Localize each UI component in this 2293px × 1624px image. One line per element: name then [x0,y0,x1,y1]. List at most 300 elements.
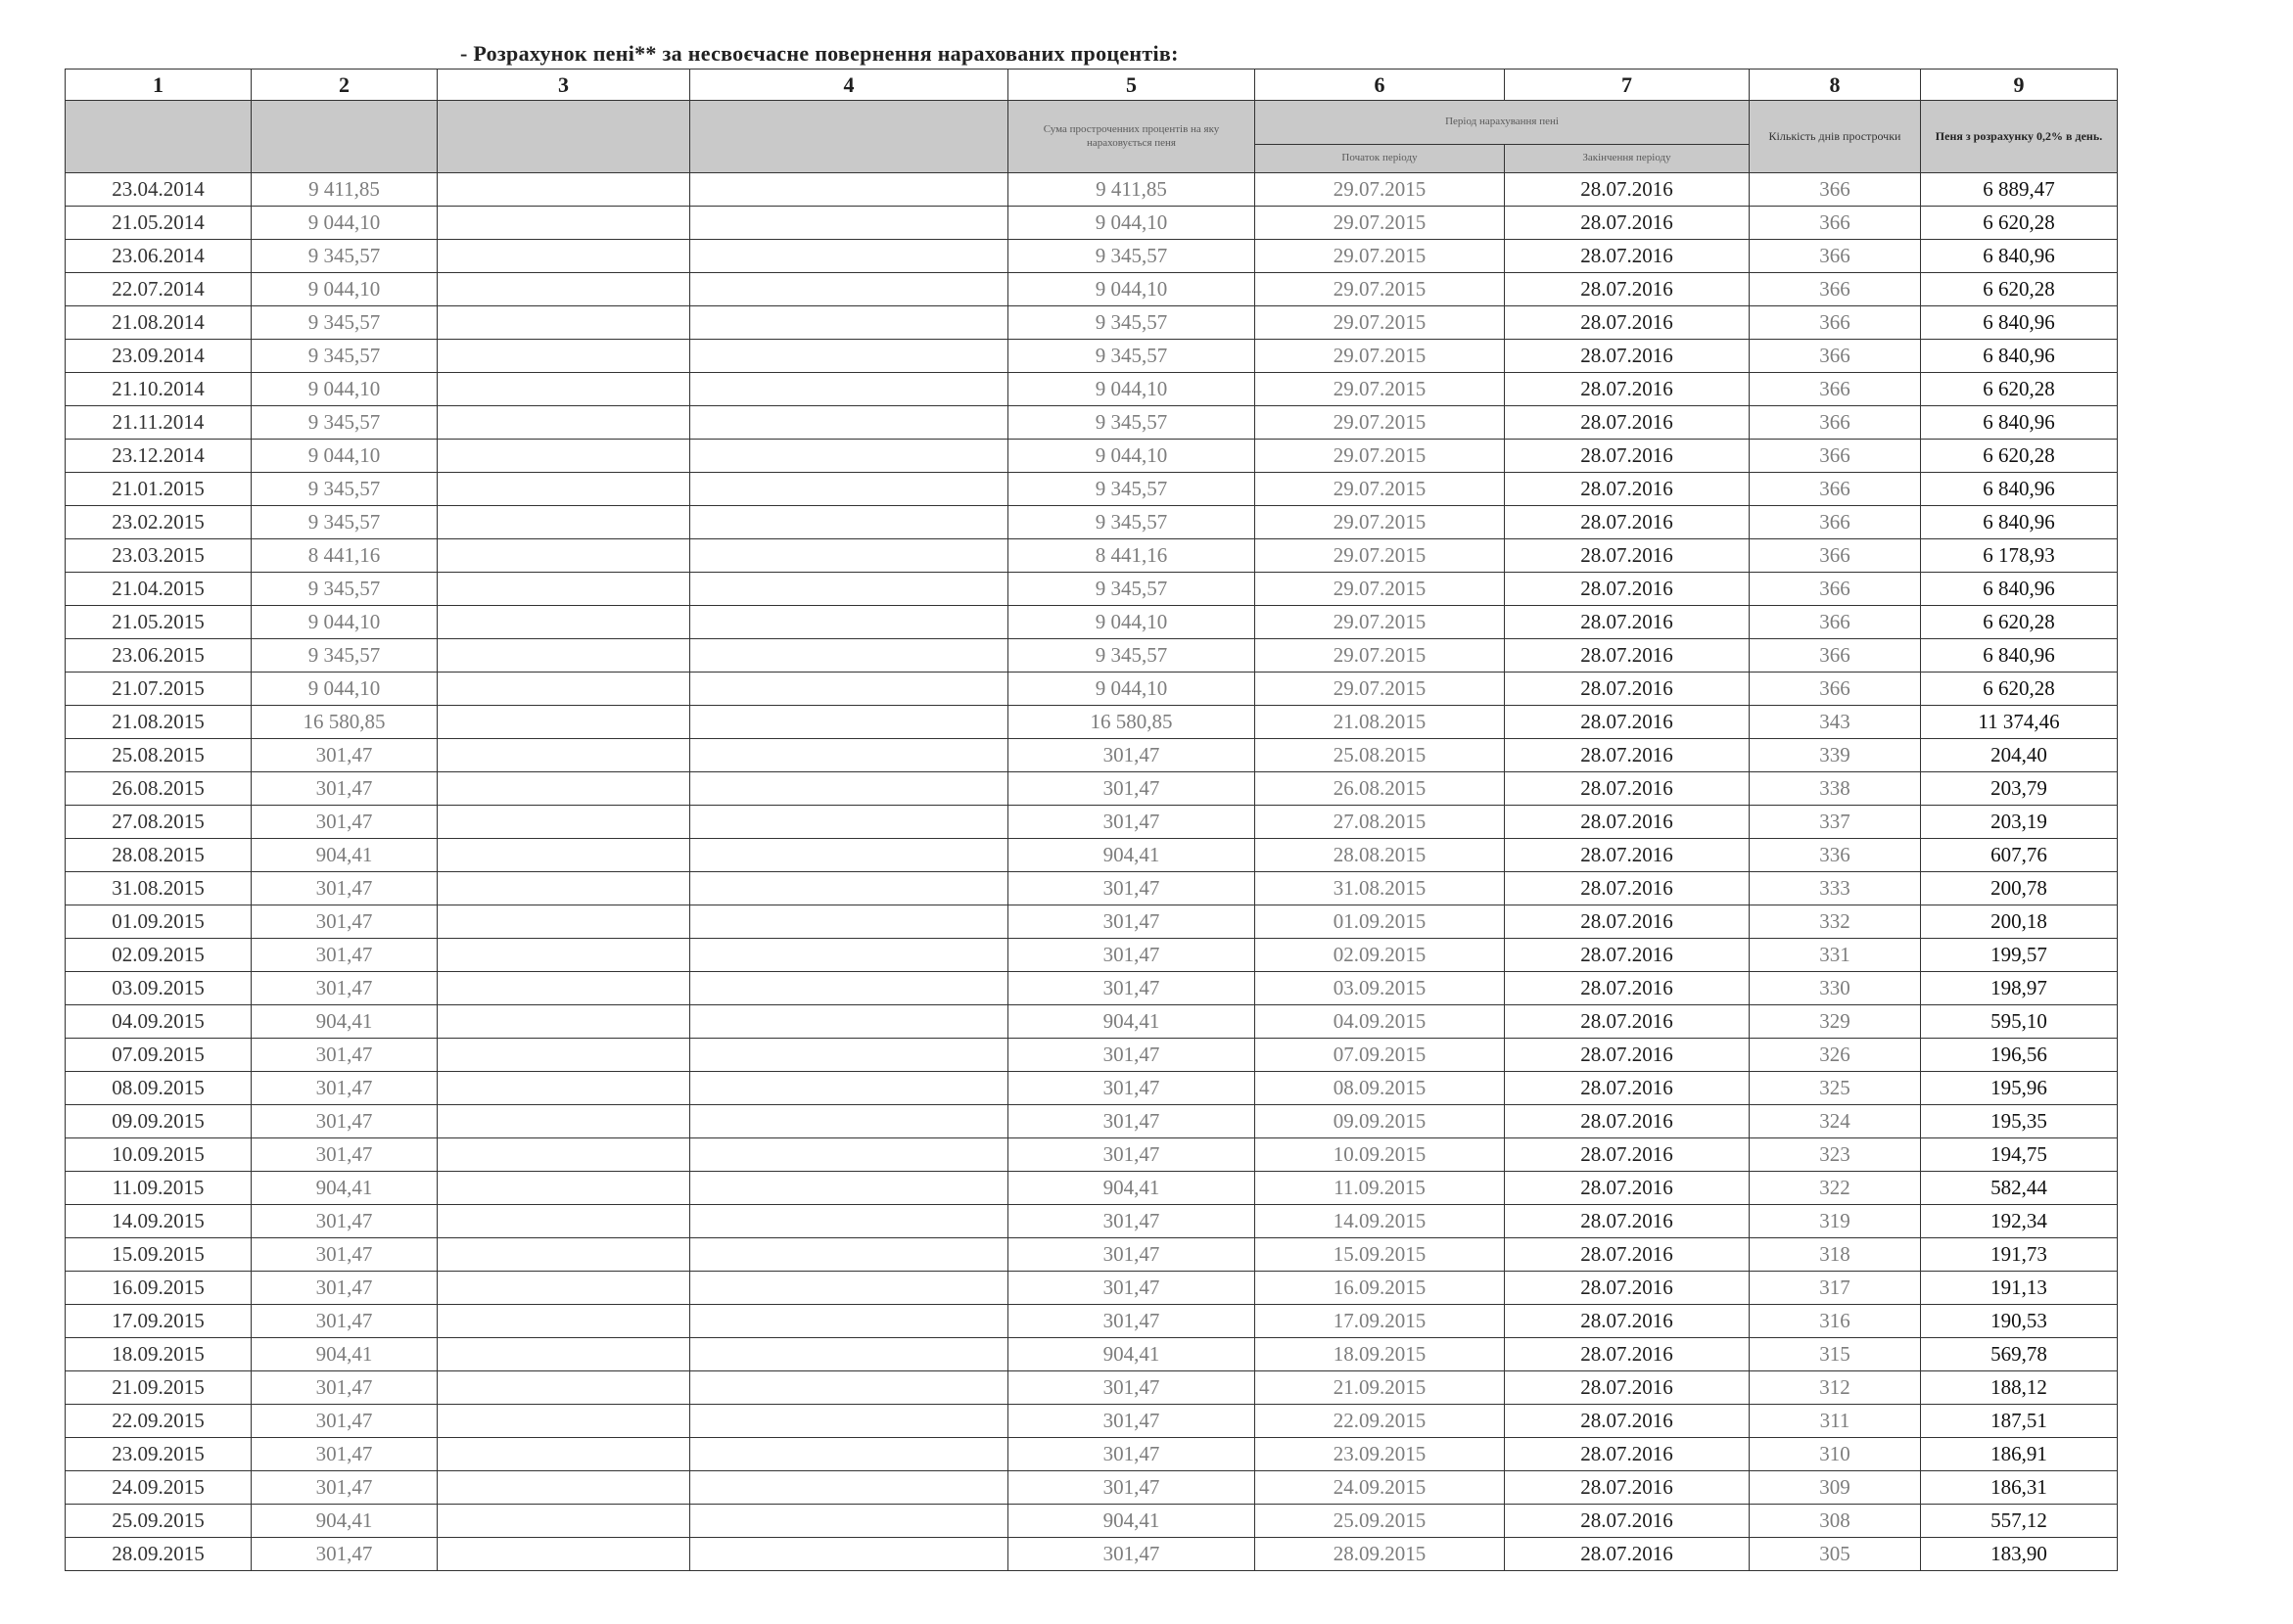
empty-cell [690,1305,1008,1338]
period-end-cell: 28.07.2016 [1505,1039,1750,1072]
penalty-cell: 582,44 [1921,1172,2118,1205]
table-row [66,1438,2118,1471]
empty-cell [690,1371,1008,1405]
empty-cell [438,506,690,539]
period-end-cell: 28.07.2016 [1505,939,1750,972]
amount-cell: 904,41 [252,1172,438,1205]
date-cell: 17.09.2015 [66,1305,252,1338]
date-cell: 03.09.2015 [66,972,252,1005]
penalty-cell: 191,73 [1921,1238,2118,1272]
period-start-label: Початок періоду [1341,152,1418,164]
table-row [66,273,2118,306]
empty-cell [438,739,690,772]
date-cell: 16.09.2015 [66,1272,252,1305]
penalty-cell: 188,12 [1921,1371,2118,1405]
period-start-cell: 04.09.2015 [1255,1005,1505,1039]
penalty-cell: 569,78 [1921,1338,2118,1371]
period-start-cell: 29.07.2015 [1255,373,1505,406]
overdue-days-cell: 325 [1750,1072,1921,1105]
overdue-amount-cell: 301,47 [1008,872,1255,905]
period-end-cell: 28.07.2016 [1505,1005,1750,1039]
penalty-cell: 199,57 [1921,939,2118,972]
empty-cell [438,1005,690,1039]
empty-cell [690,1072,1008,1105]
amount-cell: 301,47 [252,872,438,905]
period-end-cell: 28.07.2016 [1505,639,1750,673]
penalty-cell: 186,91 [1921,1438,2118,1471]
penalty-cell: 195,96 [1921,1072,2118,1105]
empty-cell [690,1105,1008,1138]
period-end-cell: 28.07.2016 [1505,1272,1750,1305]
period-start-cell: 29.07.2015 [1255,340,1505,373]
empty-cell [438,1405,690,1438]
period-end-cell: 28.07.2016 [1505,1138,1750,1172]
period-header [1255,101,1750,145]
amount-cell: 904,41 [252,839,438,872]
overdue-amount-cell: 9 345,57 [1008,406,1255,440]
empty-cell [690,739,1008,772]
amount-cell: 301,47 [252,1205,438,1238]
overdue-days-cell: 336 [1750,839,1921,872]
empty-cell [438,706,690,739]
empty-cell [438,1305,690,1338]
overdue-days-cell: 366 [1750,306,1921,340]
date-cell: 21.09.2015 [66,1371,252,1405]
overdue-amount-cell: 9 345,57 [1008,340,1255,373]
date-cell: 23.04.2014 [66,173,252,207]
empty-cell [438,606,690,639]
empty-cell [690,1005,1008,1039]
table-row [66,639,2118,673]
table-row [66,905,2118,939]
empty-cell [690,373,1008,406]
amount-cell: 301,47 [252,739,438,772]
period-end-cell: 28.07.2016 [1505,506,1750,539]
penalty-cell: 595,10 [1921,1005,2118,1039]
amount-cell: 9 044,10 [252,273,438,306]
overdue-days-cell: 366 [1750,240,1921,273]
amount-cell: 301,47 [252,1039,438,1072]
date-cell: 08.09.2015 [66,1072,252,1105]
overdue-amount-cell: 301,47 [1008,1538,1255,1571]
penalty-table [65,69,2118,1571]
empty-cell [438,207,690,240]
amount-cell: 16 580,85 [252,706,438,739]
overdue-amount-cell: 301,47 [1008,972,1255,1005]
table-row [66,1505,2118,1538]
penalty-cell: 203,79 [1921,772,2118,806]
penalty-cell: 203,19 [1921,806,2118,839]
table-row [66,1405,2118,1438]
period-end-cell: 28.07.2016 [1505,606,1750,639]
period-end-cell: 28.07.2016 [1505,1238,1750,1272]
column-number: 8 [1750,70,1921,101]
period-start-cell: 29.07.2015 [1255,440,1505,473]
overdue-amount-header: Сума простроченних процентів на яку нараховується пеня [1043,122,1220,149]
amount-cell: 904,41 [252,1005,438,1039]
period-end-cell: 28.07.2016 [1505,1371,1750,1405]
date-cell: 21.05.2014 [66,207,252,240]
period-start-cell: 15.09.2015 [1255,1238,1505,1272]
period-start-cell: 29.07.2015 [1255,606,1505,639]
empty-cell [690,1238,1008,1272]
date-cell: 04.09.2015 [66,1005,252,1039]
overdue-amount-cell: 9 345,57 [1008,506,1255,539]
period-end-cell: 28.07.2016 [1505,905,1750,939]
date-cell: 23.12.2014 [66,440,252,473]
overdue-days-cell: 309 [1750,1471,1921,1505]
penalty-cell: 6 840,96 [1921,340,2118,373]
date-cell: 31.08.2015 [66,872,252,905]
period-header-label: Період нарахування пені [1445,116,1559,128]
overdue-amount-cell: 9 044,10 [1008,207,1255,240]
overdue-amount-cell: 301,47 [1008,1438,1255,1471]
amount-cell: 301,47 [252,939,438,972]
period-start-cell: 29.07.2015 [1255,573,1505,606]
date-cell: 28.09.2015 [66,1538,252,1571]
empty-cell [690,872,1008,905]
period-end-cell: 28.07.2016 [1505,240,1750,273]
overdue-amount-cell: 301,47 [1008,1238,1255,1272]
penalty-cell: 6 620,28 [1921,606,2118,639]
empty-cell [690,1538,1008,1571]
empty-cell [690,207,1008,240]
period-end-cell: 28.07.2016 [1505,373,1750,406]
empty-cell [690,573,1008,606]
period-start-cell: 24.09.2015 [1255,1471,1505,1505]
penalty-cell: 6 840,96 [1921,473,2118,506]
amount-cell: 301,47 [252,972,438,1005]
table-row [66,1105,2118,1138]
overdue-days-cell: 366 [1750,673,1921,706]
empty-cell [690,706,1008,739]
column-header-9 [1921,101,2118,173]
empty-cell [438,373,690,406]
period-end-cell: 28.07.2016 [1505,1205,1750,1238]
period-start-cell: 21.08.2015 [1255,706,1505,739]
date-cell: 14.09.2015 [66,1205,252,1238]
penalty-cell: 607,76 [1921,839,2118,872]
period-start-cell: 29.07.2015 [1255,406,1505,440]
table-row [66,306,2118,340]
date-cell: 23.09.2015 [66,1438,252,1471]
overdue-days-cell: 311 [1750,1405,1921,1438]
period-end-cell: 28.07.2016 [1505,839,1750,872]
empty-cell [438,639,690,673]
amount-cell: 301,47 [252,1438,438,1471]
penalty-cell: 194,75 [1921,1138,2118,1172]
empty-cell [438,1338,690,1371]
period-start-header [1255,145,1505,173]
table-row [66,473,2118,506]
date-cell: 18.09.2015 [66,1338,252,1371]
overdue-amount-cell: 301,47 [1008,1405,1255,1438]
penalty-cell: 200,18 [1921,905,2118,939]
period-start-cell: 16.09.2015 [1255,1272,1505,1305]
period-end-cell: 28.07.2016 [1505,872,1750,905]
empty-cell [438,573,690,606]
period-end-cell: 28.07.2016 [1505,1305,1750,1338]
amount-cell: 301,47 [252,905,438,939]
empty-cell [438,1538,690,1571]
empty-cell [438,972,690,1005]
amount-cell: 301,47 [252,1405,438,1438]
table-row [66,539,2118,573]
amount-cell: 9 345,57 [252,639,438,673]
overdue-amount-cell: 301,47 [1008,806,1255,839]
period-end-cell: 28.07.2016 [1505,1538,1750,1571]
table-row [66,673,2118,706]
overdue-amount-cell: 904,41 [1008,1172,1255,1205]
amount-cell: 9 345,57 [252,506,438,539]
table-row [66,573,2118,606]
empty-cell [438,1172,690,1205]
overdue-days-cell: 310 [1750,1438,1921,1471]
table-row [66,806,2118,839]
overdue-amount-cell: 301,47 [1008,1072,1255,1105]
table-row [66,1138,2118,1172]
date-cell: 22.07.2014 [66,273,252,306]
table-row [66,240,2118,273]
period-start-cell: 29.07.2015 [1255,473,1505,506]
table-row [66,1005,2118,1039]
column-number: 9 [1921,70,2118,101]
period-end-cell: 28.07.2016 [1505,1505,1750,1538]
date-cell: 21.04.2015 [66,573,252,606]
date-cell: 24.09.2015 [66,1471,252,1505]
amount-cell: 301,47 [252,1305,438,1338]
overdue-days-cell: 331 [1750,939,1921,972]
overdue-amount-cell: 16 580,85 [1008,706,1255,739]
table-row [66,1305,2118,1338]
empty-cell [690,406,1008,440]
empty-cell [690,539,1008,573]
amount-cell: 9 345,57 [252,306,438,340]
penalty-cell: 183,90 [1921,1538,2118,1571]
column-header-5 [1008,101,1255,173]
empty-cell [438,905,690,939]
amount-cell: 301,47 [252,1238,438,1272]
empty-cell [690,972,1008,1005]
table-row [66,872,2118,905]
period-start-cell: 17.09.2015 [1255,1305,1505,1338]
period-end-cell: 28.07.2016 [1505,440,1750,473]
date-cell: 21.11.2014 [66,406,252,440]
overdue-amount-cell: 9 044,10 [1008,673,1255,706]
date-cell: 10.09.2015 [66,1138,252,1172]
empty-cell [438,673,690,706]
period-end-cell: 28.07.2016 [1505,1405,1750,1438]
column-header-4 [690,101,1008,173]
overdue-days-cell: 337 [1750,806,1921,839]
period-end-cell: 28.07.2016 [1505,1172,1750,1205]
penalty-cell: 6 840,96 [1921,240,2118,273]
column-number: 1 [66,70,252,101]
overdue-amount-cell: 301,47 [1008,739,1255,772]
period-start-cell: 29.07.2015 [1255,273,1505,306]
period-start-cell: 29.07.2015 [1255,506,1505,539]
overdue-amount-cell: 9 345,57 [1008,639,1255,673]
amount-cell: 301,47 [252,1138,438,1172]
amount-cell: 904,41 [252,1505,438,1538]
period-end-cell: 28.07.2016 [1505,340,1750,373]
date-cell: 28.08.2015 [66,839,252,872]
table-row [66,173,2118,207]
table-row [66,1471,2118,1505]
overdue-amount-cell: 9 345,57 [1008,473,1255,506]
overdue-amount-cell: 301,47 [1008,1105,1255,1138]
overdue-amount-cell: 904,41 [1008,839,1255,872]
empty-cell [690,240,1008,273]
overdue-amount-cell: 301,47 [1008,1039,1255,1072]
empty-cell [438,1272,690,1305]
amount-cell: 904,41 [252,1338,438,1371]
empty-cell [690,273,1008,306]
overdue-amount-cell: 301,47 [1008,905,1255,939]
amount-cell: 301,47 [252,806,438,839]
overdue-amount-cell: 301,47 [1008,1471,1255,1505]
period-end-cell: 28.07.2016 [1505,806,1750,839]
overdue-days-cell: 366 [1750,573,1921,606]
overdue-days-cell: 319 [1750,1205,1921,1238]
empty-cell [690,905,1008,939]
overdue-days-cell: 332 [1750,905,1921,939]
empty-cell [690,1138,1008,1172]
table-row [66,373,2118,406]
table-row [66,1072,2118,1105]
empty-cell [438,306,690,340]
period-end-cell: 28.07.2016 [1505,1072,1750,1105]
penalty-cell: 195,35 [1921,1105,2118,1138]
amount-cell: 301,47 [252,1371,438,1405]
empty-cell [438,872,690,905]
overdue-days-cell: 329 [1750,1005,1921,1039]
empty-cell [690,440,1008,473]
date-cell: 02.09.2015 [66,939,252,972]
penalty-cell: 198,97 [1921,972,2118,1005]
period-start-cell: 23.09.2015 [1255,1438,1505,1471]
empty-cell [438,1505,690,1538]
date-cell: 21.05.2015 [66,606,252,639]
column-number: 5 [1008,70,1255,101]
penalty-cell: 6 620,28 [1921,373,2118,406]
empty-cell [690,939,1008,972]
amount-cell: 9 044,10 [252,373,438,406]
table-row [66,1538,2118,1571]
period-end-cell: 28.07.2016 [1505,1105,1750,1138]
penalty-cell: 6 840,96 [1921,639,2118,673]
period-start-cell: 26.08.2015 [1255,772,1505,806]
table-row [66,207,2118,240]
empty-cell [438,473,690,506]
empty-cell [438,1138,690,1172]
overdue-amount-cell: 9 044,10 [1008,373,1255,406]
date-cell: 21.01.2015 [66,473,252,506]
date-cell: 09.09.2015 [66,1105,252,1138]
amount-cell: 8 441,16 [252,539,438,573]
date-cell: 21.10.2014 [66,373,252,406]
date-cell: 27.08.2015 [66,806,252,839]
period-start-cell: 29.07.2015 [1255,240,1505,273]
empty-cell [690,473,1008,506]
amount-cell: 9 044,10 [252,207,438,240]
penalty-cell: 187,51 [1921,1405,2118,1438]
period-end-cell: 28.07.2016 [1505,739,1750,772]
table-row [66,440,2118,473]
penalty-cell: 6 620,28 [1921,673,2118,706]
empty-cell [438,1471,690,1505]
period-start-cell: 03.09.2015 [1255,972,1505,1005]
column-header-1 [66,101,252,173]
date-cell: 23.02.2015 [66,506,252,539]
empty-cell [690,839,1008,872]
period-start-cell: 29.07.2015 [1255,539,1505,573]
overdue-amount-cell: 9 044,10 [1008,606,1255,639]
empty-cell [438,1238,690,1272]
column-header-2 [252,101,438,173]
amount-cell: 9 345,57 [252,473,438,506]
period-start-cell: 01.09.2015 [1255,905,1505,939]
empty-cell [438,539,690,573]
table-row [66,1205,2118,1238]
overdue-days-cell: 366 [1750,207,1921,240]
penalty-cell: 6 840,96 [1921,506,2118,539]
empty-cell [690,306,1008,340]
period-start-cell: 14.09.2015 [1255,1205,1505,1238]
table-row [66,506,2118,539]
period-end-cell: 28.07.2016 [1505,706,1750,739]
overdue-amount-cell: 9 044,10 [1008,440,1255,473]
table-body [66,173,2118,1571]
penalty-calculation-table [65,69,2117,1596]
empty-cell [438,839,690,872]
overdue-amount-cell: 904,41 [1008,1005,1255,1039]
overdue-amount-cell: 9 044,10 [1008,273,1255,306]
period-start-cell: 22.09.2015 [1255,1405,1505,1438]
date-cell: 23.06.2014 [66,240,252,273]
overdue-days-cell: 366 [1750,473,1921,506]
date-cell: 23.06.2015 [66,639,252,673]
overdue-amount-cell: 9 345,57 [1008,240,1255,273]
empty-cell [438,1371,690,1405]
empty-cell [690,806,1008,839]
overdue-days-cell: 366 [1750,373,1921,406]
period-start-cell: 11.09.2015 [1255,1172,1505,1205]
overdue-amount-cell: 301,47 [1008,1205,1255,1238]
amount-cell: 301,47 [252,1538,438,1571]
table-row [66,1272,2118,1305]
empty-cell [690,1039,1008,1072]
overdue-days-cell: 326 [1750,1039,1921,1072]
table-row [66,972,2118,1005]
empty-cell [438,273,690,306]
overdue-days-cell: 366 [1750,406,1921,440]
period-end-cell: 28.07.2016 [1505,772,1750,806]
amount-cell: 301,47 [252,1272,438,1305]
overdue-days-cell: 317 [1750,1272,1921,1305]
empty-cell [690,639,1008,673]
table-row [66,1039,2118,1072]
overdue-days-cell: 366 [1750,506,1921,539]
amount-cell: 9 345,57 [252,340,438,373]
period-end-cell: 28.07.2016 [1505,473,1750,506]
penalty-cell: 6 620,28 [1921,440,2118,473]
penalty-cell: 6 620,28 [1921,207,2118,240]
overdue-amount-cell: 904,41 [1008,1338,1255,1371]
period-start-cell: 27.08.2015 [1255,806,1505,839]
empty-cell [690,606,1008,639]
empty-cell [690,772,1008,806]
